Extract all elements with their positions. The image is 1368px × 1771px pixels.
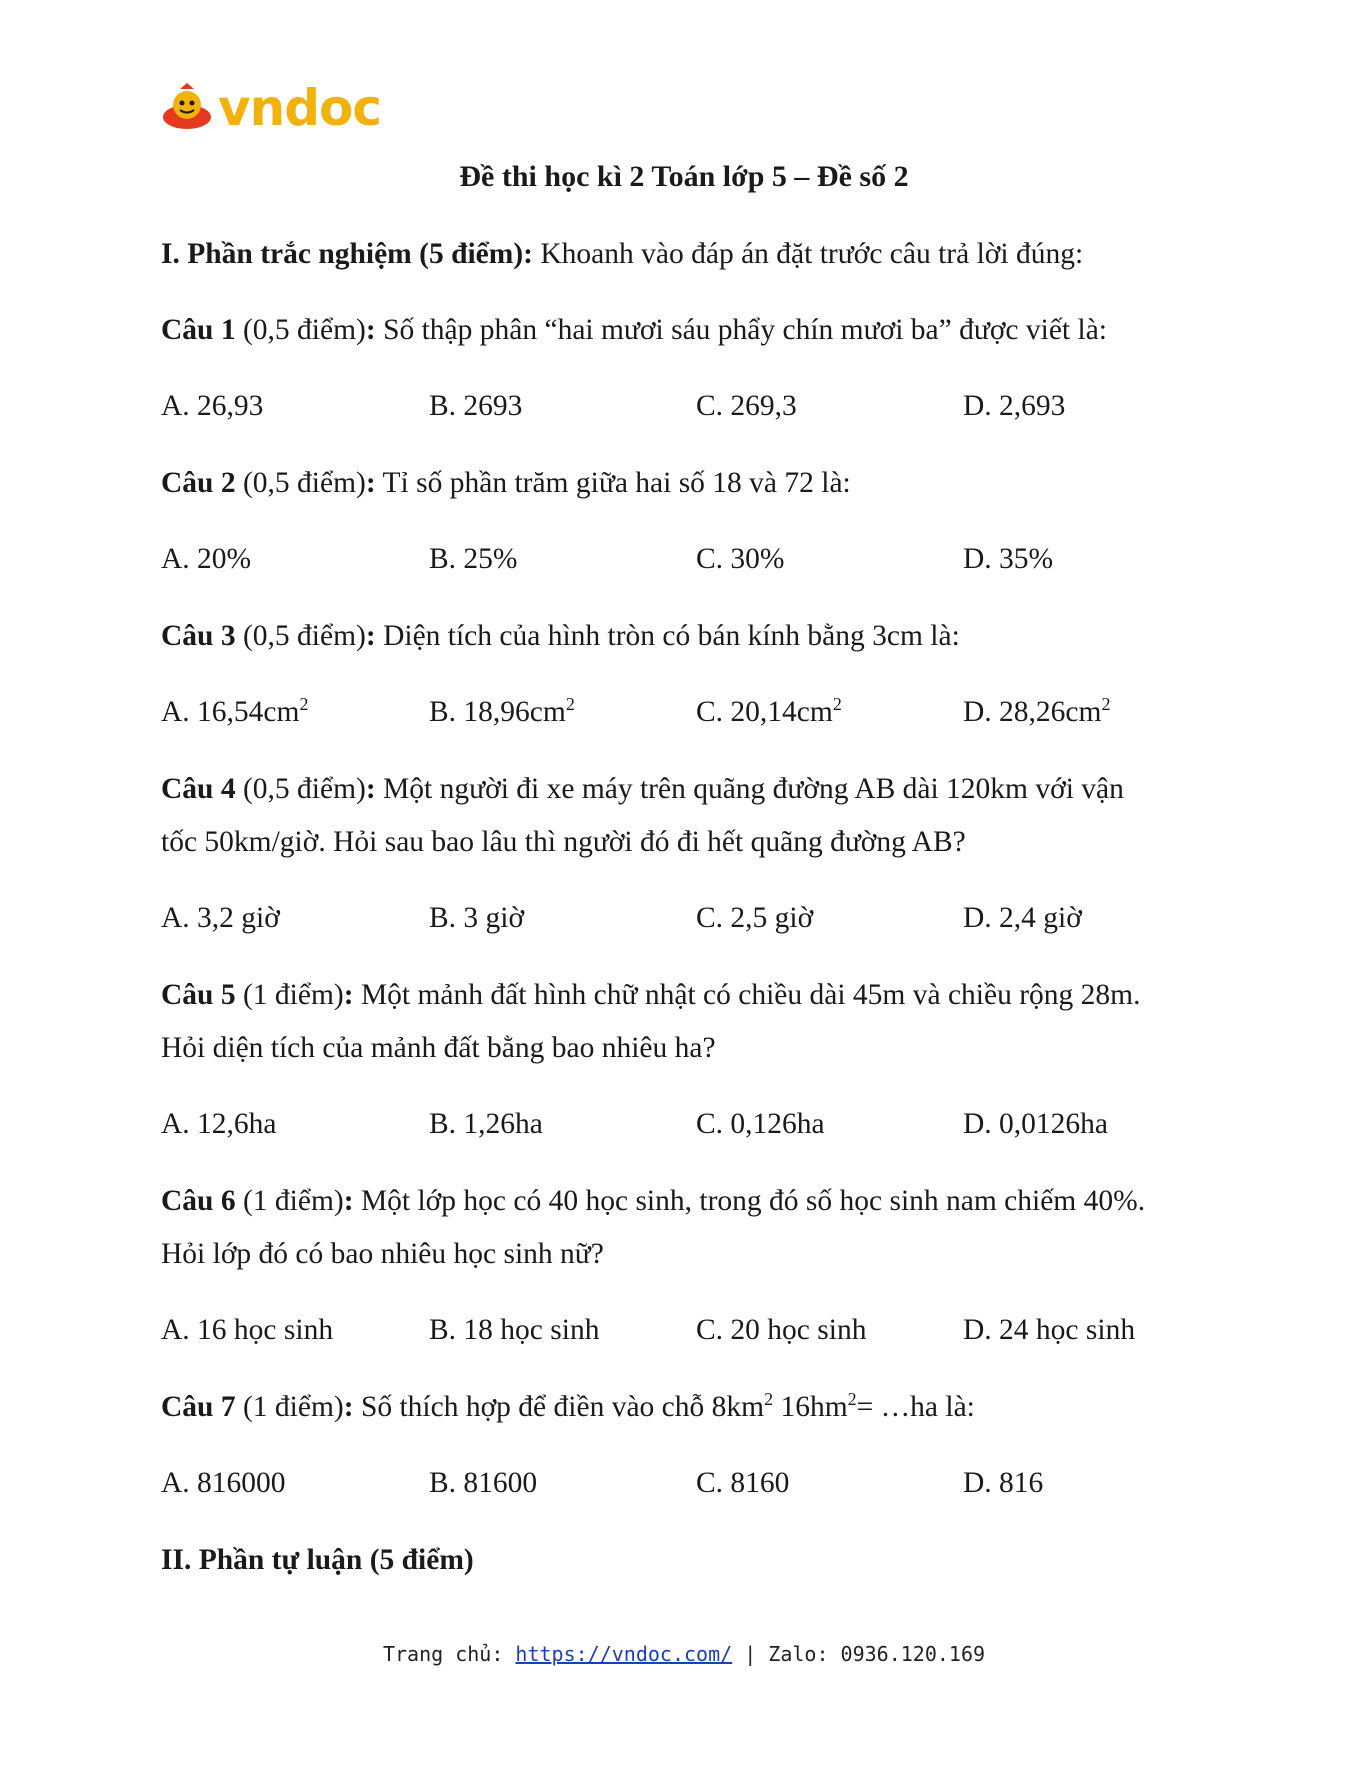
option-d[interactable]: D. 35% — [963, 543, 1054, 575]
logo-wordmark: vndoc — [218, 79, 381, 137]
question-6 — [161, 1185, 1145, 1218]
question-text: Tỉ số phần trăm giữa hai số 18 và 72 là: — [375, 467, 851, 499]
question-text: Số thích hợp để điền vào chỗ 8km — [353, 1391, 765, 1423]
page-footer — [0, 1642, 1368, 1666]
option-c[interactable]: C. 8160 — [696, 1467, 790, 1499]
question-points: (1 điểm) — [235, 1391, 344, 1423]
question-colon: : — [343, 1185, 354, 1217]
question-3-options — [161, 696, 1261, 736]
question-2 — [161, 467, 851, 500]
question-text: Diện tích của hình tròn có bán kính bằng 3cm là: — [375, 620, 960, 652]
vndoc-logo — [160, 78, 381, 138]
question-4-options — [161, 902, 1261, 942]
section-2-heading: II. Phần tự luận (5 điểm) — [161, 1544, 474, 1576]
section-1-instruction: Khoanh vào đáp án đặt trước câu trả lời đúng: — [533, 238, 1084, 270]
question-3 — [161, 620, 960, 653]
question-label: Câu 2 — [161, 467, 236, 499]
section-1-heading: I. Phần trắc nghiệm (5 điểm): — [161, 238, 533, 270]
question-6-continued: Hỏi lớp đó có bao nhiêu học sinh nữ? — [161, 1238, 604, 1270]
option-text: B. 18,96cm — [429, 696, 566, 728]
question-2-options — [161, 543, 1261, 583]
option-d[interactable]: D. 816 — [963, 1467, 1044, 1499]
option-a[interactable]: A. 26,93 — [161, 390, 264, 422]
question-points: (1 điểm) — [235, 1185, 344, 1217]
question-text: Một người đi xe máy trên quãng đường AB dài 120km với vận — [375, 773, 1124, 805]
question-text: Một lớp học có 40 học sinh, trong đó số học sinh nam chiếm 40%. — [353, 1185, 1146, 1217]
option-a[interactable]: A. 3,2 giờ — [161, 902, 280, 934]
document-title: Đề thi học kì 2 Toán lớp 5 – Đề số 2 — [459, 160, 909, 193]
question-label: Câu 1 — [161, 314, 236, 346]
question-5 — [161, 979, 1140, 1012]
question-text: = …ha là: — [856, 1391, 975, 1423]
question-7 — [161, 1391, 975, 1424]
question-5-continued: Hỏi diện tích của mảnh đất bằng bao nhiêu ha? — [161, 1032, 716, 1064]
question-colon: : — [365, 467, 376, 499]
option-a[interactable]: A. 816000 — [161, 1467, 286, 1499]
option-text: D. 28,26cm — [963, 696, 1102, 728]
option-c[interactable]: C. 269,3 — [696, 390, 797, 422]
question-points: (1 điểm) — [235, 979, 344, 1011]
superscript: 2 — [1101, 694, 1111, 714]
question-text: Một mảnh đất hình chữ nhật có chiều dài 45m và chiều rộng 28m. — [353, 979, 1141, 1011]
question-label: Câu 5 — [161, 979, 236, 1011]
question-points: (0,5 điểm) — [235, 314, 366, 346]
question-points: (0,5 điểm) — [235, 467, 366, 499]
option-a[interactable]: A. 20% — [161, 543, 252, 575]
question-points: (0,5 điểm) — [235, 773, 366, 805]
option-a[interactable]: A. 12,6ha — [161, 1108, 277, 1140]
question-1-options — [161, 390, 1261, 430]
footer-home-link[interactable]: https://vndoc.com/ — [515, 1642, 733, 1666]
superscript: 2 — [832, 694, 842, 714]
footer-separator: | — [732, 1642, 769, 1666]
question-label: Câu 3 — [161, 620, 236, 652]
option-c[interactable]: C. 20 học sinh — [696, 1314, 867, 1346]
footer-zalo: Zalo: 0936.120.169 — [768, 1642, 986, 1666]
superscript: 2 — [565, 694, 575, 714]
option-c[interactable]: C. 0,126ha — [696, 1108, 825, 1140]
question-label: Câu 7 — [161, 1391, 236, 1423]
mascot-icon — [160, 83, 214, 133]
option-b[interactable]: B. 18 học sinh — [429, 1314, 600, 1346]
option-a[interactable] — [161, 696, 308, 729]
option-d[interactable]: D. 2,4 giờ — [963, 902, 1082, 934]
question-text: 16hm — [773, 1391, 848, 1423]
question-1 — [161, 314, 1107, 347]
option-c[interactable]: C. 2,5 giờ — [696, 902, 814, 934]
option-c[interactable] — [696, 696, 842, 729]
question-7-options — [161, 1467, 1261, 1507]
question-colon: : — [365, 620, 376, 652]
footer-home-label: Trang chủ: — [382, 1642, 516, 1666]
question-colon: : — [365, 773, 376, 805]
option-text: C. 20,14cm — [696, 696, 833, 728]
option-b[interactable] — [429, 696, 575, 729]
option-b[interactable]: B. 25% — [429, 543, 518, 575]
question-4-continued: tốc 50km/giờ. Hỏi sau bao lâu thì người đó đi hết quãng đường AB? — [161, 826, 966, 858]
option-a[interactable]: A. 16 học sinh — [161, 1314, 334, 1346]
question-colon: : — [365, 314, 376, 346]
question-label: Câu 6 — [161, 1185, 236, 1217]
question-5-options — [161, 1108, 1261, 1148]
option-c[interactable]: C. 30% — [696, 543, 785, 575]
option-b[interactable]: B. 81600 — [429, 1467, 538, 1499]
section-1-heading-line — [161, 238, 1083, 271]
question-text: Số thập phân “hai mươi sáu phẩy chín mươi ba” được viết là: — [375, 314, 1107, 346]
superscript: 2 — [299, 694, 309, 714]
question-colon: : — [343, 979, 354, 1011]
option-b[interactable]: B. 1,26ha — [429, 1108, 543, 1140]
option-b[interactable]: B. 3 giờ — [429, 902, 525, 934]
question-6-options — [161, 1314, 1261, 1354]
question-points: (0,5 điểm) — [235, 620, 366, 652]
question-colon: : — [343, 1391, 354, 1423]
option-d[interactable]: D. 2,693 — [963, 390, 1066, 422]
question-4 — [161, 773, 1124, 806]
superscript: 2 — [847, 1389, 857, 1409]
option-d[interactable] — [963, 696, 1110, 729]
question-label: Câu 4 — [161, 773, 236, 805]
option-b[interactable]: B. 2693 — [429, 390, 523, 422]
option-d[interactable]: D. 24 học sinh — [963, 1314, 1136, 1346]
option-text: A. 16,54cm — [161, 696, 300, 728]
option-d[interactable]: D. 0,0126ha — [963, 1108, 1109, 1140]
superscript: 2 — [764, 1389, 774, 1409]
